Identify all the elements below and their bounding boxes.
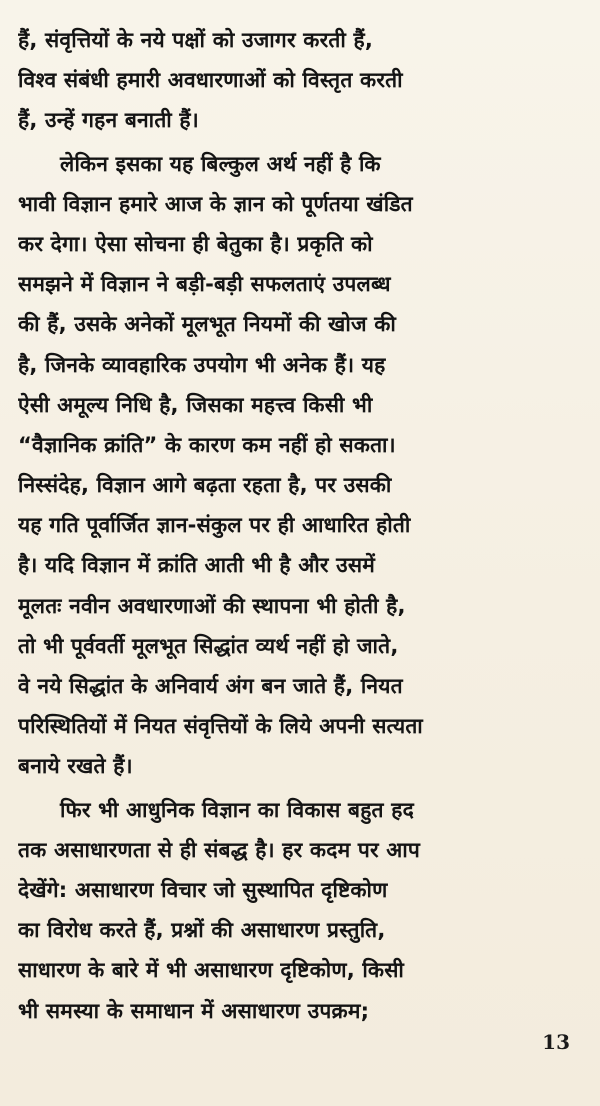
text-line: साधारण के बारे में भी असाधारण दृष्टिकोण, किसी — [18, 958, 405, 983]
text-line: भावी विज्ञान हमारे आज के ज्ञान को पूर्णतया खंडित — [18, 191, 413, 216]
text-line: समझने में विज्ञान ने बड़ी-बड़ी सफलताएं उपलब्ध — [18, 272, 391, 297]
text-line: वे नये सिद्धांत के अनिवार्य अंग बन जाते हैं, नियत — [18, 674, 403, 698]
text-line: देखेंगे: असाधारण विचार जो सुस्थापित दृष्टिकोण — [18, 877, 388, 902]
text-line: हैं, संवृत्तियों के नये पक्षों को उजागर करती हैं, — [18, 28, 374, 52]
text-line: का विरोध करते हैं, प्रश्नों की असाधारण प्रस्तुति, — [18, 918, 386, 943]
text-line: निस्संदेह, विज्ञान आगे बढ़ता रहता है, पर उसकी — [18, 473, 392, 498]
text-line: तक असाधारणता से ही संबद्ध है। हर कदम पर आप — [18, 837, 421, 862]
text-line: है, जिनके व्यावहारिक उपयोग भी अनेक हैं। यह — [18, 352, 386, 377]
text-line: भी समस्या के समाधान में असाधारण उपक्रम; — [18, 998, 370, 1023]
text-line: है। यदि विज्ञान में क्रांति आती भी है और उसमें — [18, 553, 376, 578]
body-text — [18, 20, 574, 1031]
text-line: “वैज्ञानिक क्रांति” के कारण कम नहीं हो सकता। — [18, 432, 396, 457]
text-line: मूलतः नवीन अवधारणाओं की स्थापना भी होती है, — [18, 593, 406, 618]
text-line: की हैं, उसके अनेकों मूलभूत नियमों की खोज की — [18, 312, 397, 337]
text-line: परिस्थितियों में नियत संवृत्तियों के लिये अपनी सत्यता — [18, 714, 423, 739]
text-line: यह गति पूर्वार्जित ज्ञान-संकुल पर ही आधारित होती — [18, 513, 411, 538]
page-number: 13 — [542, 1030, 570, 1054]
text-line: ऐसी अमूल्य निधि है, जिसका महत्त्व किसी भी — [18, 392, 373, 417]
text-line: कर देगा। ऐसा सोचना ही बेतुका है। प्रकृति को — [18, 231, 373, 256]
text-line: विश्व संबंधी हमारी अवधारणाओं को विस्तृत करती — [18, 68, 403, 93]
text-line: हैं, उन्हें गहन बनाती हैं। — [18, 108, 199, 133]
text-line: तो भी पूर्ववर्ती मूलभूत सिद्धांत व्यर्थ नहीं हो जाते, — [18, 633, 399, 658]
text-line: बनाये रखते हैं। — [18, 754, 133, 779]
paragraph-start-line: फिर भी आधुनिक विज्ञान का विकास बहुत हद — [60, 797, 414, 822]
paragraph-start-line: लेकिन इसका यह बिल्कुल अर्थ नहीं है कि — [60, 151, 381, 176]
